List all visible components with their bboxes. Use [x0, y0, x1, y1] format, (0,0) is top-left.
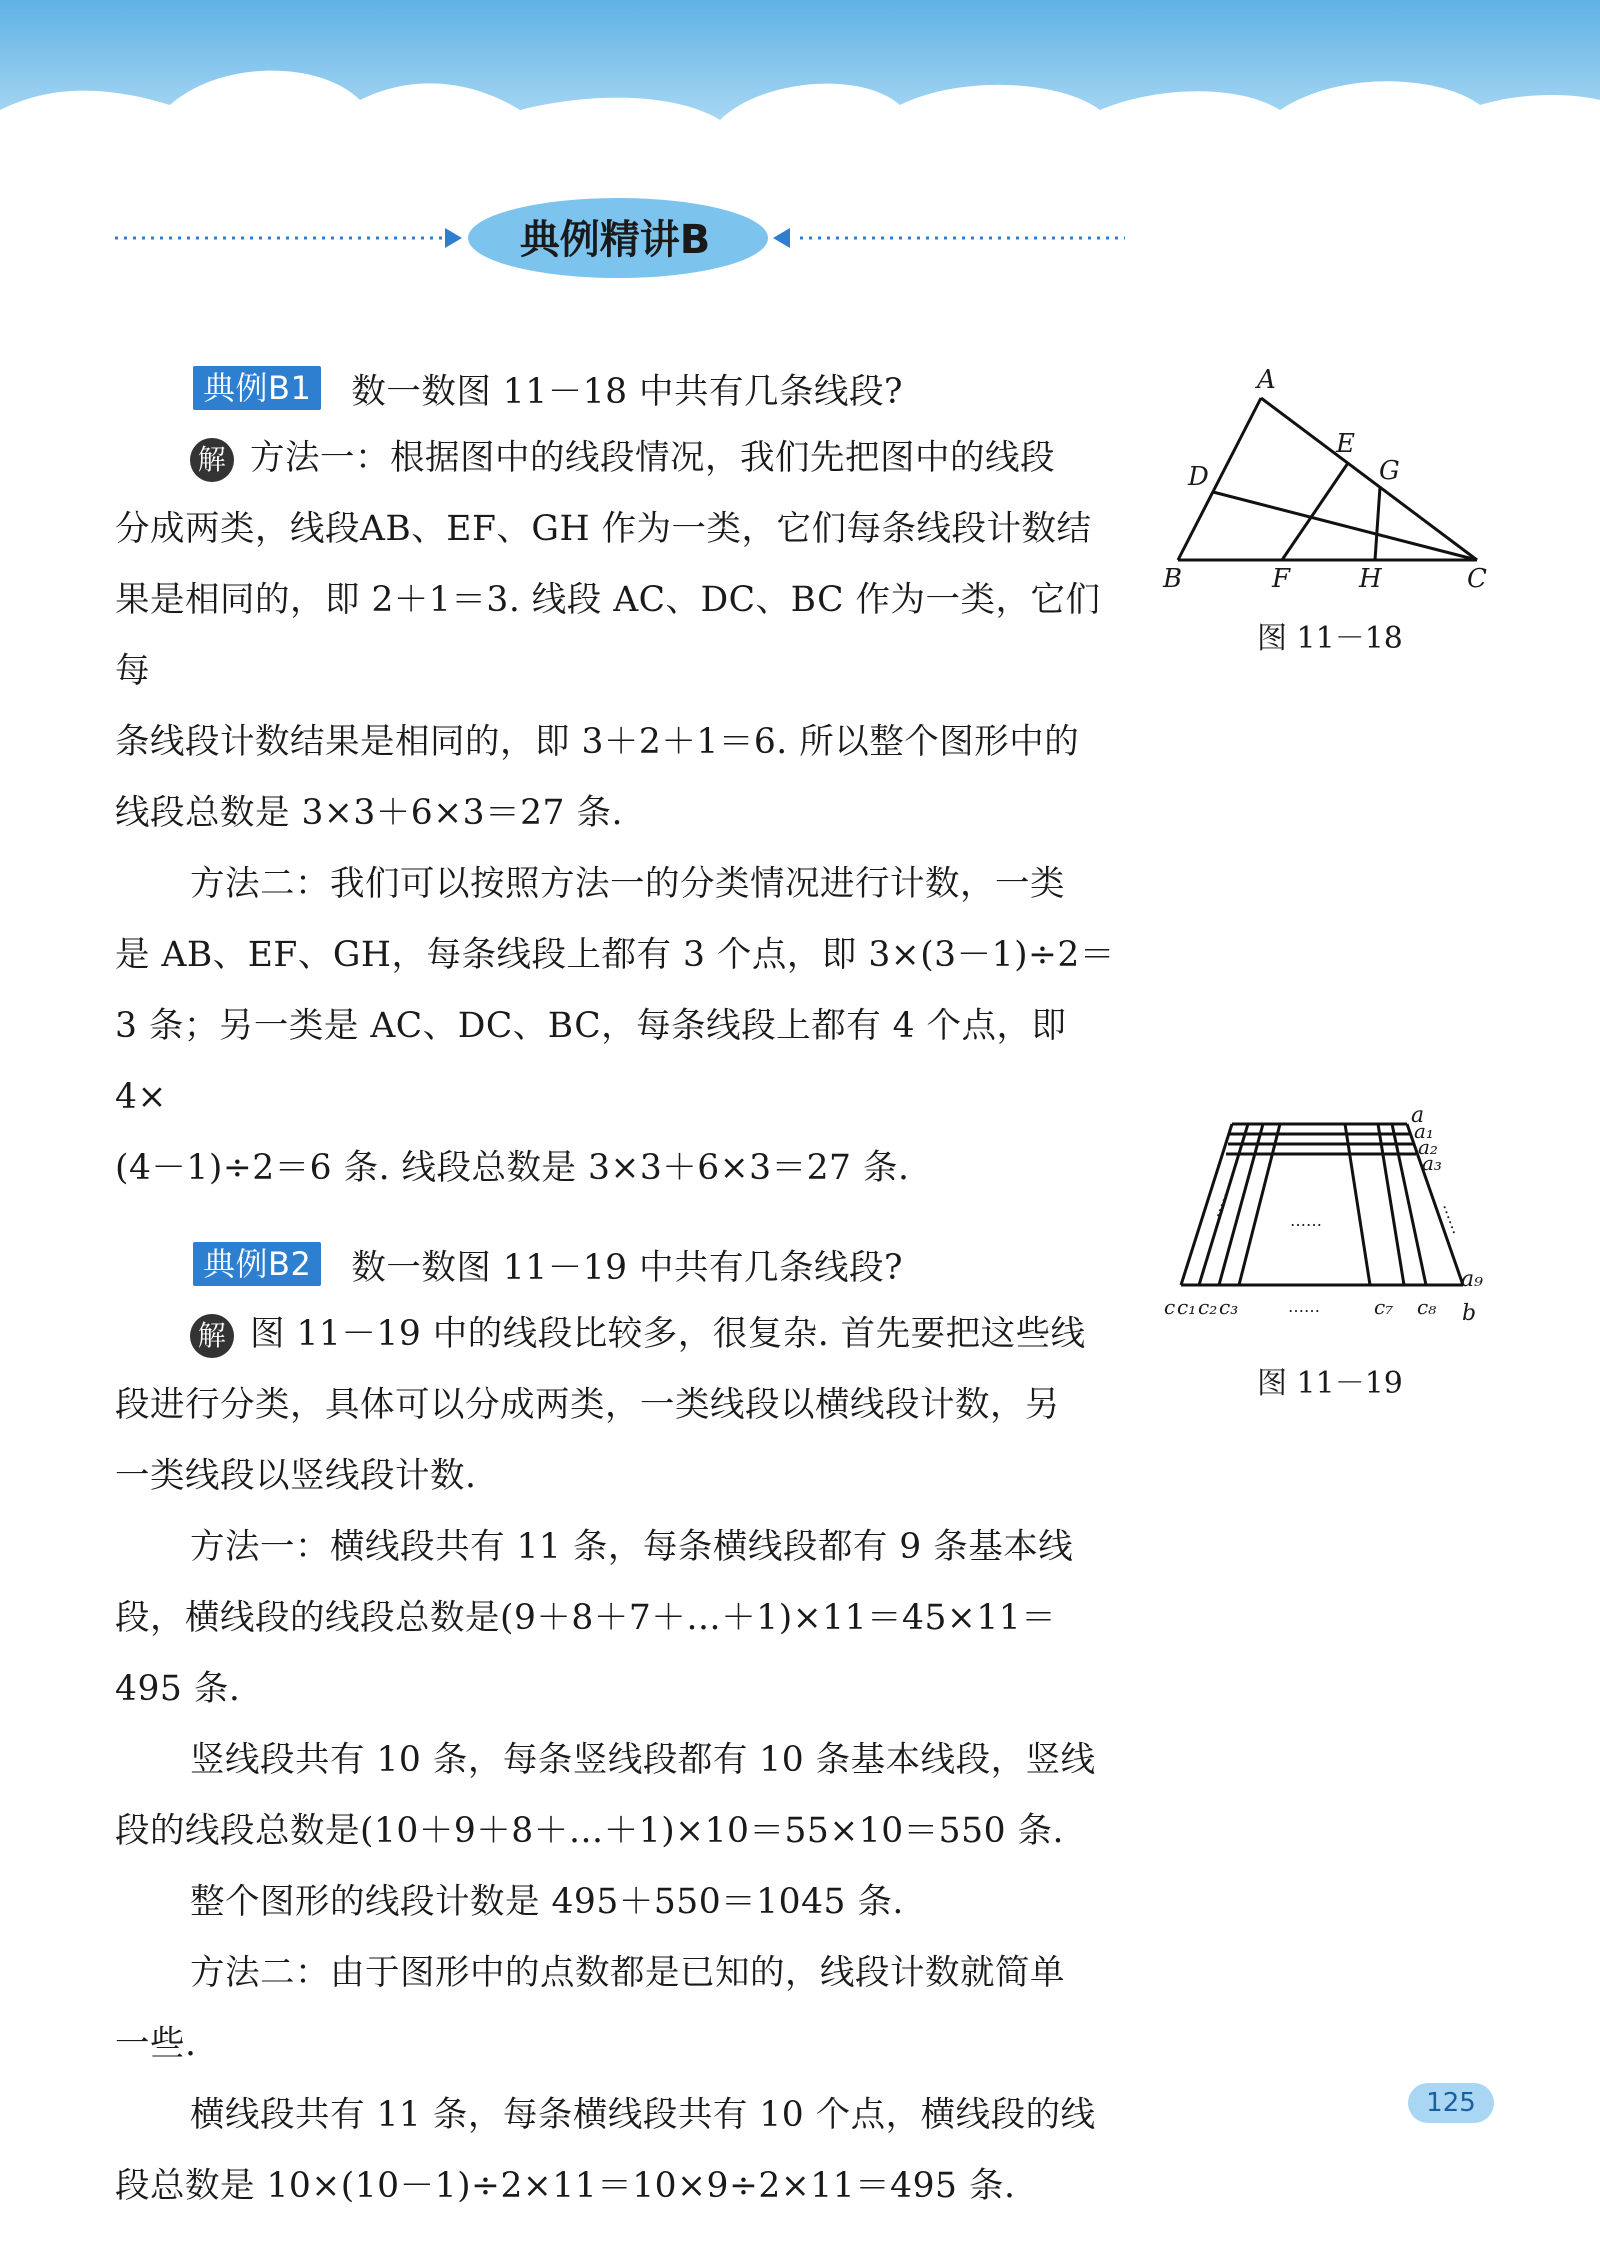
label-c2: c₂: [1198, 1295, 1218, 1319]
label-a1: a₁: [1414, 1119, 1434, 1143]
example-b2-m1-total: 整个图形的线段计数是 495＋550＝1045 条.: [190, 1882, 904, 1922]
solution-badge: 解: [190, 438, 234, 482]
example-b1-question: 数一数图 11－18 中共有几条线段?: [351, 371, 904, 412]
example-b1-solution-line: 分成两类，线段AB、EF、GH 作为一类，它们每条线段计数结: [115, 509, 1092, 549]
example-b2-m1-horizontal-line: 方法一：横线段共有 11 条，每条横线段都有 9 条基本线: [190, 1527, 1074, 1567]
example-b2-intro-line: 解 图 11－19 中的线段比较多，很复杂. 首先要把这些线: [115, 1299, 1125, 1370]
segment-dc: [1213, 492, 1477, 560]
label-e: E: [1336, 429, 1355, 459]
label-g: G: [1379, 456, 1400, 486]
label-c: c: [1164, 1295, 1176, 1319]
label-dots-right: ……: [1439, 1199, 1469, 1237]
figure-11-19: [1160, 1108, 1500, 1338]
example-b2-m2-horizontal-line: 横线段共有 11 条，每条横线段共有 10 个点，横线段的线: [190, 2095, 1096, 2135]
example-b1-method2-line: 是 AB、EF、GH，每条线段上都有 3 个点，即 3×(3－1)÷2＝: [115, 935, 1115, 975]
figure-11-19-caption: 图 11－19: [1257, 1366, 1403, 1401]
label-a: a: [1411, 1108, 1425, 1128]
segment-gh: [1375, 487, 1380, 560]
figure-11-18-caption: 图 11－18: [1257, 621, 1403, 656]
example-b2-intro-line: 一类线段以竖线段计数.: [115, 1456, 477, 1496]
label-dots-left: ……: [1203, 1182, 1233, 1220]
label-a9: a₉: [1461, 1267, 1483, 1292]
label-c1: c₁: [1177, 1295, 1197, 1319]
label-c8: c₈: [1417, 1295, 1437, 1319]
label-dots-center: ……: [1290, 1211, 1322, 1230]
example-b1-method2-line: 方法二：我们可以按照方法一的分类情况进行计数，一类: [190, 864, 1065, 904]
example-b1-method2-line: (4－1)÷2＝6 条. 线段总数是 3×3＋6×3＝27 条.: [115, 1148, 910, 1188]
label-c: C: [1467, 564, 1487, 594]
example-b2-m1-horizontal-line: 495 条.: [115, 1669, 241, 1709]
example-b2-intro-line: 段进行分类，具体可以分成两类，一类线段以横线段计数，另: [115, 1385, 1060, 1425]
figure-11-18: [1155, 365, 1495, 595]
label-dots-bottom: ……: [1288, 1297, 1320, 1316]
example-b1-tag: 典例B1: [193, 366, 321, 410]
section-title: 典例精讲B: [519, 217, 711, 263]
example-b1-method2-line: 3 条；另一类是 AC、DC、BC，每条线段上都有 4 个点，即 4×: [115, 1006, 1067, 1117]
example-b2-tag: 典例B2: [193, 1242, 321, 1286]
example-b2-m2-line: 方法二：由于图形中的点数都是已知的，线段计数就简单: [190, 1953, 1065, 1993]
example-b2-question: 数一数图 11－19 中共有几条线段?: [351, 1247, 904, 1288]
page-number: 125: [1408, 2083, 1494, 2123]
example-b2-m1-horizontal-line: 段，横线段的线段总数是(9＋8＋7＋…＋1)×11＝45×11＝: [115, 1598, 1057, 1638]
label-c7: c₇: [1374, 1295, 1394, 1319]
example-b1-header: [115, 352, 1125, 423]
sky-cloud-header: [0, 0, 1600, 160]
example-b1-solution-line: 条线段计数结果是相同的，即 3＋2＋1＝6. 所以整个图形中的: [115, 722, 1080, 762]
section-banner: [0, 190, 1600, 290]
main-content: [115, 352, 1125, 2222]
segment-ac: [1261, 398, 1477, 560]
example-b2-m1-vertical-line: 竖线段共有 10 条，每条竖线段都有 10 条基本线段，竖线: [190, 1740, 1096, 1780]
solution-badge: 解: [190, 1314, 234, 1358]
label-f: F: [1272, 564, 1291, 594]
example-b2-m2-horizontal-line: 段总数是 10×(10－1)÷2×11＝10×9÷2×11＝495 条.: [115, 2166, 1016, 2206]
label-c3: c₃: [1219, 1295, 1239, 1319]
label-d: D: [1188, 462, 1209, 492]
example-b2-m2-line: 一些.: [115, 2024, 197, 2064]
example-b1-solution-line: 线段总数是 3×3＋6×3＝27 条.: [115, 793, 623, 833]
label-b: b: [1462, 1301, 1477, 1326]
label-a3: a₃: [1422, 1151, 1442, 1175]
example-b1-solution-line: 解 方法一：根据图中的线段情况，我们先把图中的线段: [115, 423, 1125, 494]
label-a2: a₂: [1418, 1135, 1438, 1159]
example-b1-solution-line: 果是相同的，即 2＋1＝3. 线段 AC、DC、BC 作为一类，它们每: [115, 580, 1101, 691]
label-a: A: [1257, 365, 1276, 395]
example-b2-m1-vertical-line: 段的线段总数是(10＋9＋8＋…＋1)×10＝55×10＝550 条.: [115, 1811, 1064, 1851]
label-b: B: [1163, 564, 1183, 594]
example-b2-header: [115, 1228, 1125, 1299]
label-h: H: [1359, 564, 1382, 594]
